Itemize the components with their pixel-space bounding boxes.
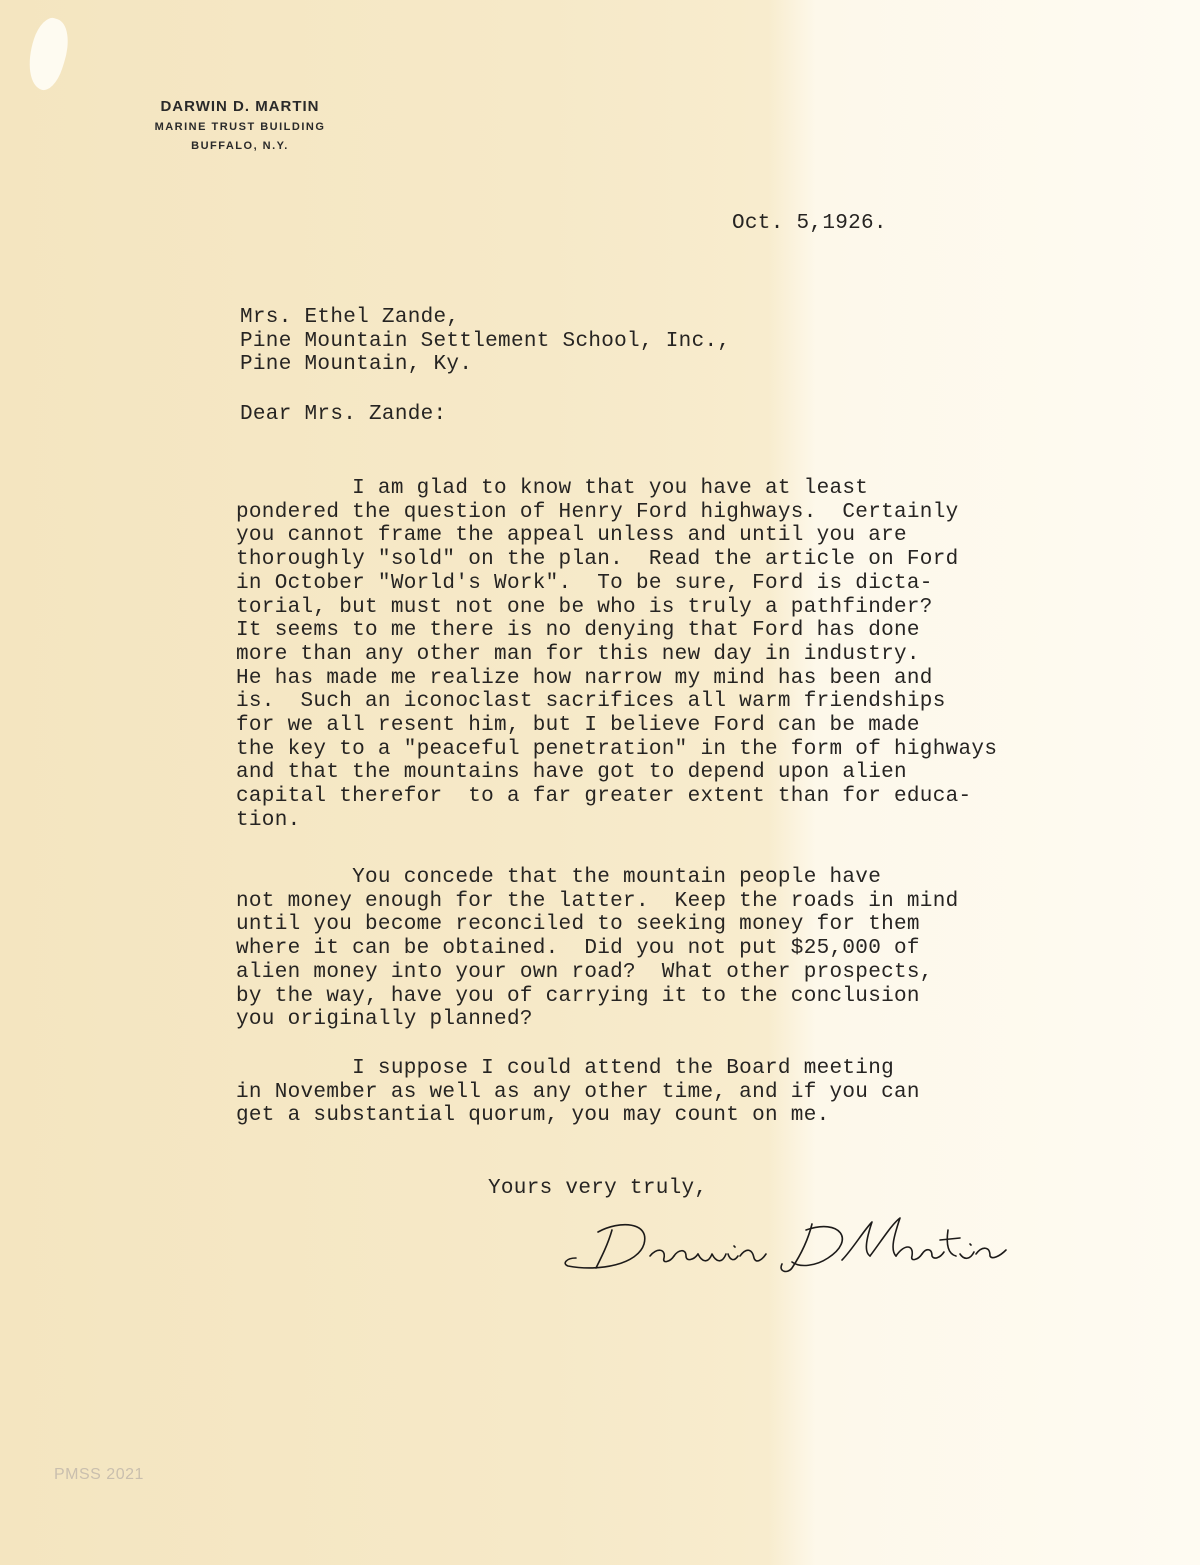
- recipient-line-location: Pine Mountain, Ky.: [240, 353, 473, 377]
- signature-drawing: [560, 1210, 1050, 1280]
- recipient-address: [240, 306, 730, 377]
- letterhead-building: MARINE TRUST BUILDING: [154, 121, 326, 133]
- recipient-line-name: Mrs. Ethel Zande,: [240, 306, 460, 329]
- archive-watermark: PMSS 2021: [54, 1466, 144, 1483]
- closing: Yours very truly,: [488, 1177, 708, 1200]
- handwritten-signature: [560, 1210, 1050, 1280]
- letterhead-city: BUFFALO, N.Y.: [191, 140, 289, 152]
- paper-tear-mark: [20, 14, 76, 94]
- recipient-line-organization: Pine Mountain Settlement School, Inc.,: [240, 329, 731, 353]
- body-paragraph-2: You concede that the mountain people have not money enough for the latter. Keep the roads in mind until you become reconciled to seeking money for them where it can be obtained. Did you not put $25,000 of alien money into your own road? What other prospects, by the way, have you of carrying it to the conclusion you originally planned?: [236, 866, 959, 1032]
- letterhead-name: DARWIN D. MARTIN: [160, 98, 320, 115]
- letterhead: [130, 98, 350, 152]
- letter-date: Oct. 5,1926.: [732, 212, 887, 235]
- body-paragraph-1: I am glad to know that you have at least pondered the question of Henry Ford highways. Certainly you cannot frame the appeal unless and until you are thoroughly "sold" on the plan. Read the article on Ford in October "World's Work". To be sure, Ford is dicta- torial, but must not one be who is truly a pathfinder? It seems to me there is no denying that Ford has done more than any other man for this new day in industry. He has made me realize how narrow my mind has been and is. Such an iconoclast sacrifices all warm friendships for we all resent him, but I believe Ford can be made the key to a "peaceful penetration" in the form of highways and that the mountains have got to depend upon alien capital therefor to a far greater extent than for educa- tion.: [236, 477, 998, 832]
- salutation: Dear Mrs. Zande:: [240, 403, 447, 426]
- body-paragraph-3: I suppose I could attend the Board meeting in November as well as any other time, and if you can get a substantial quorum, you may count on me.: [236, 1057, 920, 1128]
